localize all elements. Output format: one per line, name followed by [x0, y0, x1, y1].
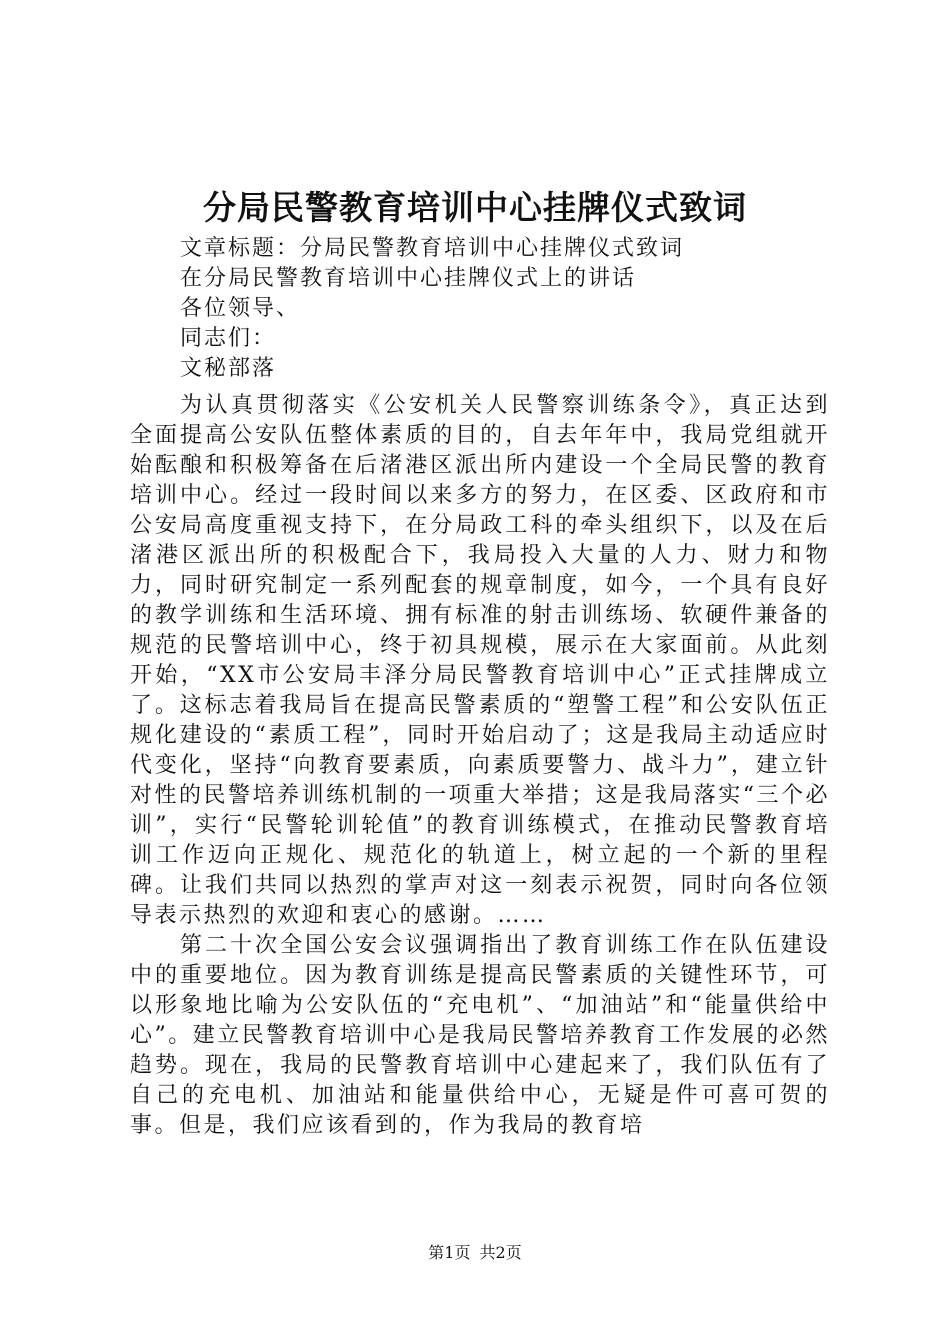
document-title: 分局民警教育培训中心挂牌仪式致词 [203, 188, 747, 227]
source-label: 文秘部落 [180, 356, 277, 381]
page-total: 共2页 [479, 1243, 522, 1262]
document-body [130, 391, 830, 1141]
body-paragraph: 第二十次全国公安会议强调指出了教育训练工作在队伍建设中的重要地位。因为教育训练是提高民警素质的关键性环节，可以形象地比喻为公安队伍的“充电机”、“加油站”和“能量供给中心”。建立民警教育培训中心是我局民警培养教育工作发展的必然趋势。现在，我局的民警教育培训中心建起来了，我们队伍有了自己的充电机、加油站和能量供给中心，无疑是件可喜可贺的事。但是，我们应该看到的，作为我局的教育培 [130, 933, 830, 1138]
body-paragraph: 为认真贯彻落实《公安机关人民警察训练条令》，真正达到全面提高公安队伍整体素质的目的，自去年年中，我局党组就开始酝酿和积极筹备在后渚港区派出所内建设一个全局民警的教育培训中心。经过一段时间以来多方的努力，在区委、区政府和市公安局高度重视支持下，在分局政工科的牵头组织下，以及在后渚港区派出所的积极配合下，我局投入大量的人力、财力和物力，同时研究制定一系列配套的规章制度，如今，一个具有良好的教学训练和生活环境、拥有标准的射击训练场、软硬件兼备的规范的民警培训中心，终于初具规模，展示在大家面前。从此刻开始，“XX市公安局丰泽分局民警教育培训中心”正式挂牌成立了。这标志着我局旨在提高民警素质的“塑警工程”和公安队伍正规化建设的“素质工程”，同时开始启动了；这是我局主动适应时代变化，坚持“向教育要素质，向素质要警力、战斗力”，建立针对性的民警培养训练机制的一项重大举措；这是我局落实“三个必训”，实行“民警轮训轮值”的教育训练模式，在推动民警教育培训工作迈向正规化、规范化的轨道上，树立起的一个新的里程碑。让我们共同以热烈的掌声对这一刻表示祝贺，同时向各位领导表示热烈的欢迎和衷心的感谢。…… [130, 393, 830, 928]
speech-subtitle-line: 在分局民警教育培训中心挂牌仪式上的讲话 [180, 266, 637, 291]
page-number: 第1页 [428, 1243, 471, 1262]
document-header-block [180, 234, 880, 384]
page-footer [0, 1242, 950, 1264]
article-title-line: 文章标题：分局民警教育培训中心挂牌仪式致词 [180, 236, 685, 261]
salutation-comrades: 同志们： [180, 326, 277, 351]
salutation-leaders: 各位领导、 [180, 296, 301, 321]
